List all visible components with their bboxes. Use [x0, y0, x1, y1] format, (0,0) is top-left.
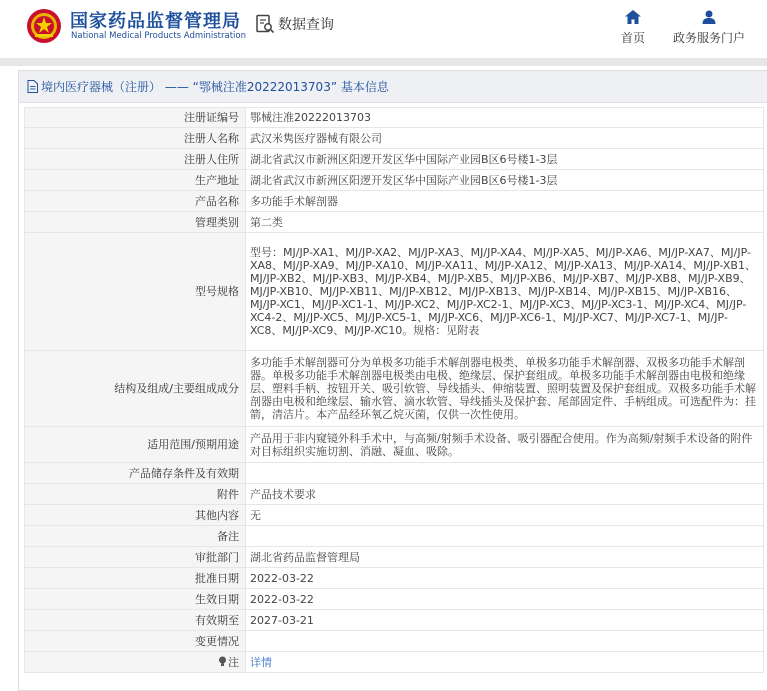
field-value: 型号：MJ/JP-XA1、MJ/JP-XA2、MJ/JP-XA3、MJ/JP-XA4、MJ/JP-XA5、MJ/JP-XA6、MJ/JP-XA7、MJ/JP-XA8、MJ/JP-XA9、MJ/JP-XA10、MJ/JP-XA11、MJ/JP-XA12、MJ/JP-XA13、MJ/JP-XA14、MJ/JP-XB1、MJ/JP-XB2、MJ/JP-XB3、MJ/JP-XB4、MJ/JP-XB5、MJ/JP-XB6、MJ/JP-XB7、MJ/JP-XB8、MJ/JP-XB9、MJ/JP-XB10、MJ/JP-XB11、MJ/JP-XB12、MJ/JP-XB13、MJ/JP-XB14、MJ/JP-XB15、MJ/JP-XB16、MJ/JP-XC1、MJ/JP-XC1-1、MJ/JP-XC2、MJ/JP-XC2-1、MJ/JP-XC3、MJ/JP-XC3-1、MJ/JP-XC4、MJ/JP-XC4-2、MJ/JP-XC5、MJ/JP-XC5-1、MJ/JP-XC6、MJ/JP-XC6-1、MJ/JP-XC7、MJ/JP-XC7-1、MJ/JP-XC8、MJ/JP-XC9、MJ/JP-XC10。规格：见附表: [246, 233, 764, 351]
table-row: [25, 463, 764, 484]
national-emblem-icon: [26, 8, 62, 44]
table-row: [25, 589, 764, 610]
details-link[interactable]: 详情: [250, 655, 272, 669]
document-search-icon: [255, 14, 275, 34]
table-row: [25, 108, 764, 128]
table-row: [25, 427, 764, 463]
header-divider: [0, 58, 767, 66]
document-icon: [27, 80, 38, 93]
table-row: [25, 610, 764, 631]
field-value: 多功能手术解剖器可分为单极多功能手术解剖器电极类、单极多功能手术解剖器、双极多功能手术解剖器。单极多功能手术解剖器电极类由电极、绝缘层、保护套组成。单极多功能手术解剖器由电极和绝缘层、塑料手柄、按钮开关、吸引软管、导线插头、伸缩装置、照明装置及保护套组成。双极多功能手术解剖器由电极和绝缘层、输水管、滴水软管、导线插头及保护套、尾部固定件、手柄组成。可选配件为：挂箭，清洁片。本产品经环氧乙烷灭菌，仅供一次性使用。: [246, 351, 764, 427]
table-row: [25, 128, 764, 149]
table-row: [25, 191, 764, 212]
field-value: 2022-03-22: [246, 568, 764, 589]
nav-home-label: 首页: [620, 31, 645, 45]
field-label: 批准日期: [25, 568, 246, 589]
user-icon: [701, 10, 717, 24]
table-row: [25, 505, 764, 526]
lightbulb-icon: [218, 656, 227, 667]
table-row: [25, 652, 764, 673]
field-label: 注册证编号: [25, 108, 246, 128]
table-row: [25, 568, 764, 589]
field-value: 武汉米隽医疗器械有限公司: [246, 128, 764, 149]
field-value: 产品技术要求: [246, 484, 764, 505]
data-query-label: 数据查询: [278, 17, 334, 33]
field-value: 鄂械注准20222013703: [246, 108, 764, 128]
field-value: [246, 631, 764, 652]
field-value: 无: [246, 505, 764, 526]
field-label: 有效期至: [25, 610, 246, 631]
note-value: [246, 652, 764, 673]
field-label: 产品名称: [25, 191, 246, 212]
field-label: 适用范围/预期用途: [25, 427, 246, 463]
field-value: [246, 463, 764, 484]
field-value: 湖北省武汉市新洲区阳逻开发区华中国际产业园B区6号楼1-3层: [246, 149, 764, 170]
table-row: [25, 631, 764, 652]
panel-title-bar: [19, 71, 767, 103]
field-label: 注册人名称: [25, 128, 246, 149]
field-label: 生效日期: [25, 589, 246, 610]
field-label: 变更情况: [25, 631, 246, 652]
field-label: 产品储存条件及有效期: [25, 463, 246, 484]
table-row: [25, 170, 764, 191]
nav-home[interactable]: [614, 10, 652, 46]
note-label: [25, 652, 246, 673]
brand-name: 国家药品监督管理局: [70, 11, 241, 32]
note-label-text: 注: [228, 655, 239, 669]
nav-service-portal[interactable]: [668, 10, 750, 46]
field-label: 管理类别: [25, 212, 246, 233]
detail-panel: [18, 70, 767, 691]
data-query-link[interactable]: [255, 14, 334, 34]
field-label: 型号规格: [25, 233, 246, 351]
field-value: 2027-03-21: [246, 610, 764, 631]
table-row: [25, 212, 764, 233]
home-icon: [625, 10, 641, 24]
table-row: [25, 547, 764, 568]
field-value: 第二类: [246, 212, 764, 233]
field-label: 结构及组成/主要组成成分: [25, 351, 246, 427]
field-label: 备注: [25, 526, 246, 547]
field-value: 2022-03-22: [246, 589, 764, 610]
table-row: [25, 149, 764, 170]
field-label: 注册人住所: [25, 149, 246, 170]
field-value: 产品用于非内窥镜外科手术中，与高频/射频手术设备、吸引器配合使用。作为高频/射频手术设备的附件对目标组织实施切割、消融、凝血、吸除。: [246, 427, 764, 463]
field-label: 生产地址: [25, 170, 246, 191]
field-label: 其他内容: [25, 505, 246, 526]
table-row: [25, 351, 764, 427]
table-row: [25, 484, 764, 505]
brand-name-english: National Medical Products Administration: [71, 31, 246, 41]
field-value: 湖北省药品监督管理局: [246, 547, 764, 568]
nav-service-portal-label: 政务服务门户: [672, 31, 745, 45]
table-row: [25, 526, 764, 547]
field-label: 审批部门: [25, 547, 246, 568]
field-value: 多功能手术解剖器: [246, 191, 764, 212]
detail-table: [24, 107, 764, 673]
field-value: [246, 526, 764, 547]
field-value: 湖北省武汉市新洲区阳逻开发区华中国际产业园B区6号楼1-3层: [246, 170, 764, 191]
page-title: 境内医疗器械（注册） —— “鄂械注准20222013703” 基本信息: [41, 80, 389, 94]
site-header: [0, 0, 767, 58]
table-row: [25, 233, 764, 351]
field-label: 附件: [25, 484, 246, 505]
